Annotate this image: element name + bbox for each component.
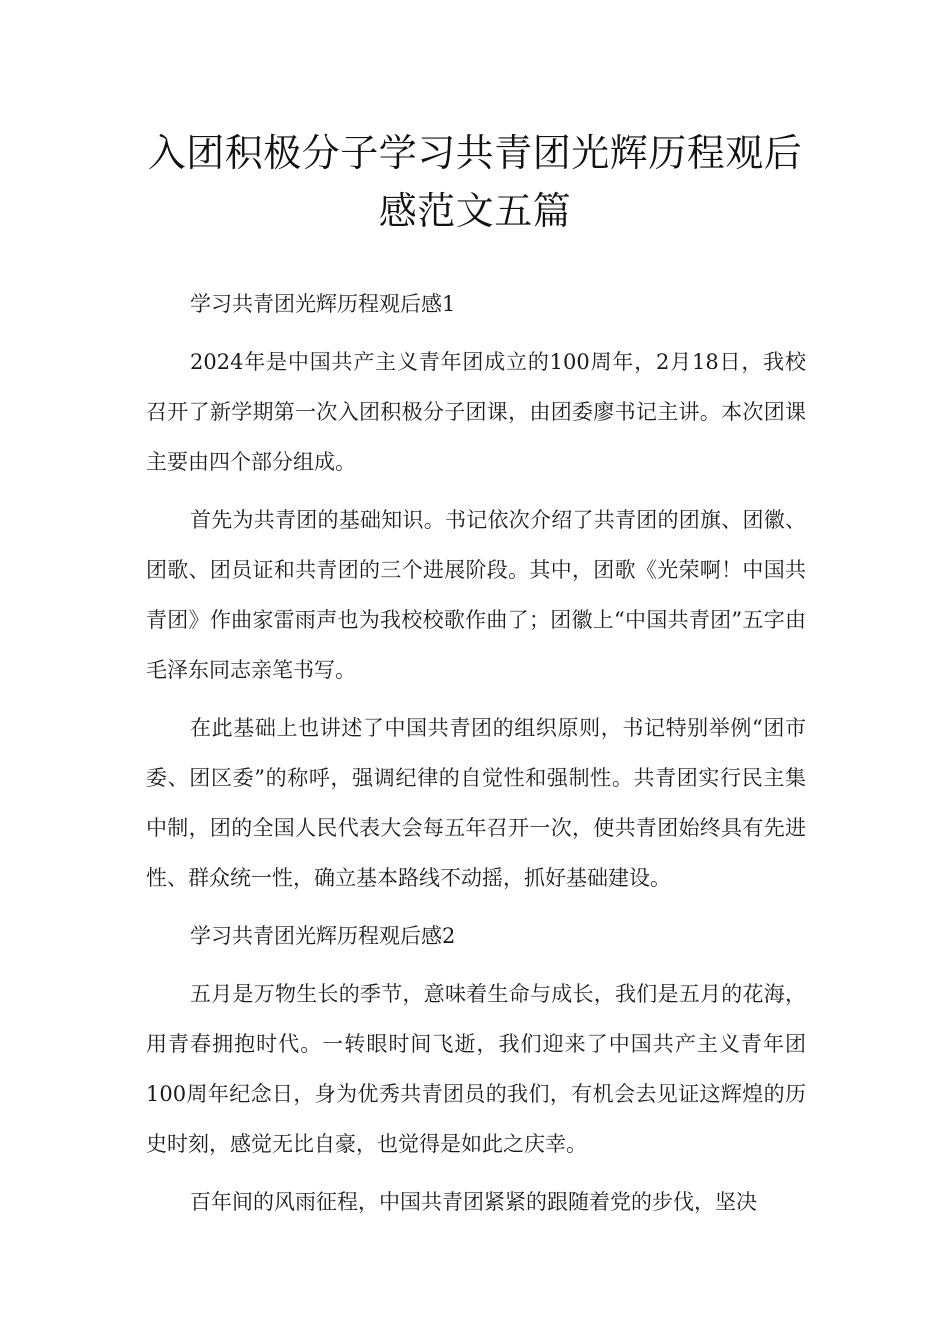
title-line-2: 感范文五篇 [378, 189, 572, 233]
paragraph: 百年间的风雨征程，中国共青团紧紧的跟随着党的步伐，坚决 [190, 1190, 757, 1214]
section-heading-1: 学习共青团光辉历程观后感1 [190, 292, 456, 316]
title-line-1: 入团积极分子学习共青团光辉历程观后 [147, 131, 803, 175]
paragraph: 首先为共青团的基础知识。书记依次介绍了共青团的团旗、团徽、团歌、团员证和共青团的三个进展阶段。其中，团歌《光荣啊！中国共青团》作曲家雷雨声也为我校校歌作曲了；团徽上“中国共青团”五字由毛泽东同志亲笔书写。 [146, 508, 806, 682]
section-heading-2: 学习共青团光辉历程观后感2 [190, 924, 456, 948]
document-body [146, 279, 806, 1227]
paragraph: 2024年是中国共产主义青年团成立的100周年，2月18日，我校召开了新学期第一次入团积极分子团课，由团委廖书记主讲。本次团课主要由四个部分组成。 [146, 350, 806, 474]
document-title [120, 124, 830, 240]
paragraph: 五月是万物生长的季节，意味着生命与成长，我们是五月的花海，用青春拥抱时代。一转眼时间飞逝，我们迎来了中国共产主义青年团100周年纪念日，身为优秀共青团员的我们，有机会去见证这辉煌的历史时刻，感觉无比自豪，也觉得是如此之庆幸。 [146, 982, 806, 1156]
paragraph: 在此基础上也讲述了中国共青团的组织原则，书记特别举例“团市委、团区委”的称呼，强调纪律的自觉性和强制性。共青团实行民主集中制，团的全国人民代表大会每五年召开一次，使共青团始终具有先进性、群众统一性，确立基本路线不动摇，抓好基础建设。 [146, 716, 806, 890]
